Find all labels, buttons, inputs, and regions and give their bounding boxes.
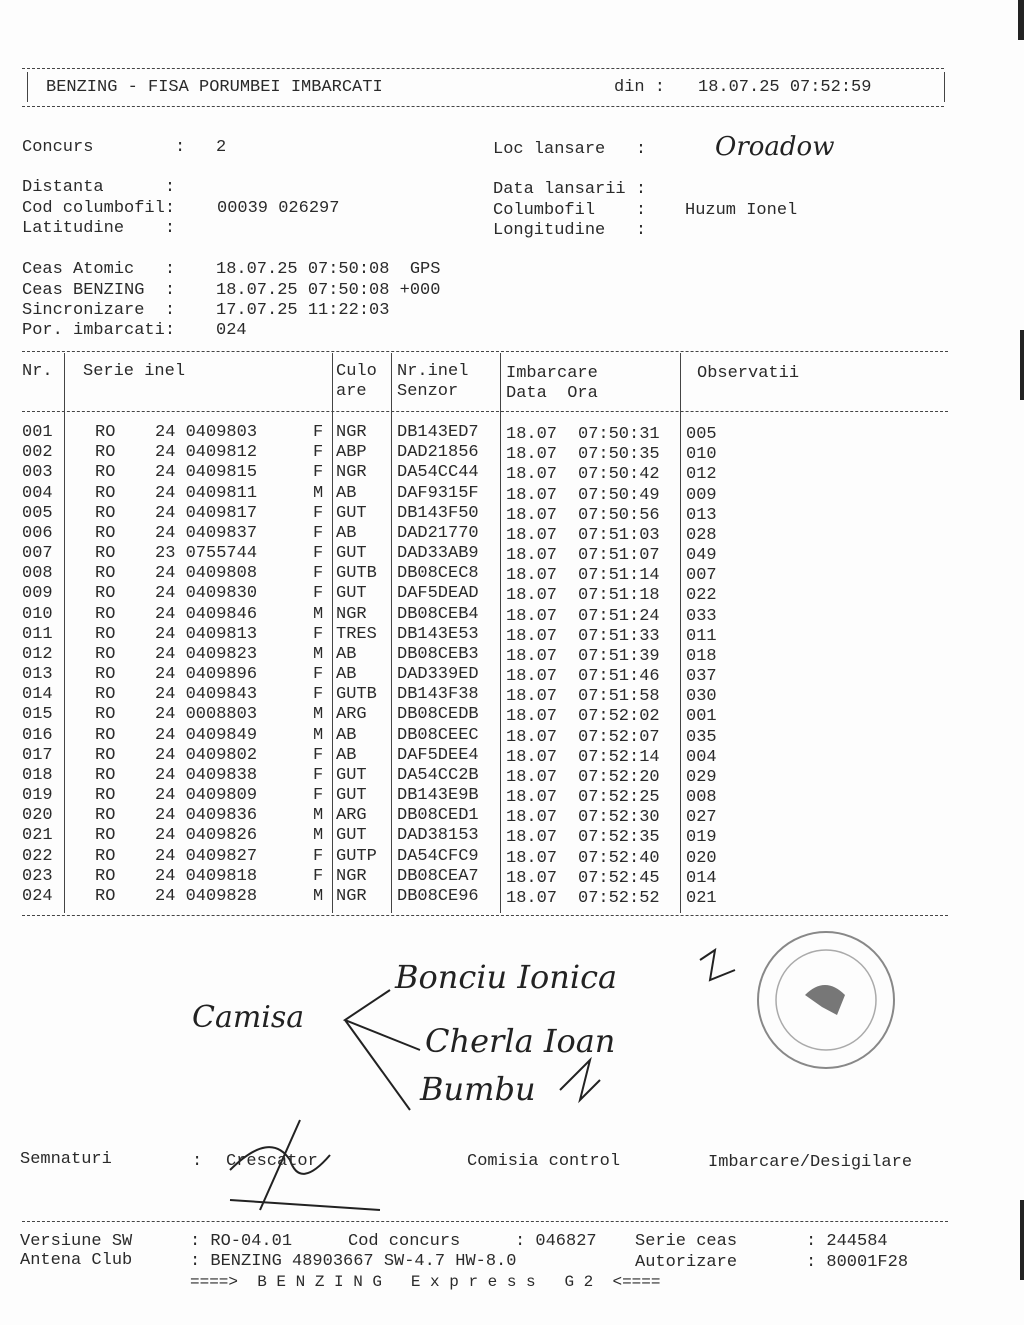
basket-time: 07:51:18 [578,586,660,606]
observation: 001 [686,707,717,727]
sensor-id: DB143F38 [397,685,479,705]
sensor-id: DA54CC2B [397,765,479,785]
basket-date: 18.07 [506,445,558,465]
ring-country: RO [95,503,116,523]
ring-country: RO [95,826,116,846]
divider [22,411,948,412]
row-nr: 019 [22,786,53,806]
benzing-brand-line: ====> B E N Z I N G E x p r e s s G 2 <==== [190,1273,661,1291]
observation: 007 [686,566,717,586]
ring-country: RO [95,745,116,765]
por-imbarcati-label: Por. imbarcati: [22,321,176,340]
basket-date: 18.07 [506,707,558,727]
column-line [500,353,501,913]
basket-time: 07:52:52 [578,888,660,908]
divider [22,68,944,69]
cod-columbofil-value: 00039 026297 [217,199,340,218]
ring-serial: 24 0409817 [155,503,258,523]
loc-lansare-handwritten: Oroadow [715,132,835,162]
basket-date: 18.07 [506,868,558,888]
sex: M [313,705,324,725]
sensor-id: DAD21856 [397,443,479,463]
versiune-label: Versiune SW [20,1232,133,1251]
basket-time: 07:50:42 [578,465,660,485]
columbofil-value: Huzum Ionel [685,201,798,220]
ring-country: RO [95,423,116,442]
row-nr: 020 [22,806,53,826]
basket-date: 18.07 [506,767,558,787]
columbofil-label: Columbofil : [493,201,647,220]
col-culoare: Culo [336,362,377,381]
print-datetime: 18.07.25 07:52:59 [698,78,872,97]
ring-serial: 24 0409849 [155,725,258,745]
basket-time: 07:50:35 [578,445,660,465]
sensor-id: DB08CEEC [397,725,479,745]
basket-date: 18.07 [506,606,558,626]
sex: F [313,503,324,523]
col-data-ora: Data Ora [506,384,598,403]
column-line [332,353,333,913]
color: ARG [336,705,367,725]
ring-serial: 24 0409846 [155,604,258,624]
ring-country: RO [95,604,116,624]
col-observatii: Observatii [697,364,800,383]
sensor-id: DAF5DEAD [397,584,479,604]
ring-country: RO [95,463,116,483]
basket-date: 18.07 [506,566,558,586]
row-nr: 022 [22,846,53,866]
observation: 019 [686,828,717,848]
ring-serial: 24 0409811 [155,483,258,503]
handwritten-comisia: Camisa [192,1000,305,1035]
color: ABP [336,443,367,463]
sensor-id: DB08CEB3 [397,644,479,664]
sensor-id: DAD21770 [397,523,479,543]
cod-concurs-value: : 046827 [515,1232,597,1251]
basket-date: 18.07 [506,505,558,525]
semnaturi-colon: : [192,1152,203,1171]
sex: M [313,644,324,664]
ring-country: RO [95,886,116,906]
semnaturi-label: Semnaturi [20,1150,112,1169]
color: TRES [336,624,377,644]
row-nr: 017 [22,745,53,765]
sensor-id: DB143F50 [397,503,479,523]
basket-date: 18.07 [506,828,558,848]
concurs-value: 2 [216,138,227,157]
sex: F [313,866,324,886]
basket-date: 18.07 [506,646,558,666]
basket-date: 18.07 [506,687,558,707]
ring-country: RO [95,786,116,806]
divider [22,1221,948,1222]
row-nr: 024 [22,886,53,906]
ring-country: RO [95,866,116,886]
ring-country: RO [95,523,116,543]
ring-country: RO [95,665,116,685]
observation: 012 [686,465,717,485]
sex: F [313,584,324,604]
basket-time: 07:52:40 [578,848,660,868]
ring-serial: 24 0409803 [155,423,258,442]
ring-serial: 24 0409843 [155,685,258,705]
latitudine-label: Latitudine : [22,219,176,238]
basket-time: 07:51:58 [578,687,660,707]
sex: F [313,523,324,543]
bracket-stroke [345,990,420,1110]
ceas-benzing-label: Ceas BENZING : [22,281,176,300]
ceas-atomic-label: Ceas Atomic : [22,260,176,279]
column-line [391,353,392,913]
ring-country: RO [95,624,116,644]
ring-country: RO [95,564,116,584]
sex: F [313,846,324,866]
sex: F [313,423,324,442]
ring-country: RO [95,846,116,866]
basket-date: 18.07 [506,808,558,828]
row-nr: 004 [22,483,53,503]
color: GUT [336,786,367,806]
handwritten-name-1: Bonciu Ionica [395,958,618,996]
color: GUTB [336,685,377,705]
ring-serial: 24 0409896 [155,665,258,685]
basket-time: 07:51:33 [578,626,660,646]
sensor-id: DAF5DEE4 [397,745,479,765]
sex: F [313,745,324,765]
signature-stroke [230,1060,600,1210]
basket-time: 07:52:45 [578,868,660,888]
row-nr: 014 [22,685,53,705]
ring-serial: 23 0755744 [155,544,258,564]
sex: F [313,685,324,705]
color: GUT [336,826,367,846]
sex: F [313,624,324,644]
observation: 033 [686,606,717,626]
longitudine-label: Longitudine : [493,221,647,240]
ring-serial: 24 0409812 [155,443,258,463]
cod-columbofil-label: Cod columbofil: [22,199,176,218]
observation: 013 [686,505,717,525]
ring-country: RO [95,544,116,564]
ring-country: RO [95,443,116,463]
handwritten-name-3: Bumbu [420,1070,536,1108]
basket-date: 18.07 [506,747,558,767]
ceas-atomic-value: 18.07.25 07:50:08 GPS [216,260,441,279]
observation: 021 [686,888,717,908]
observation: 010 [686,445,717,465]
col-nr: Nr. [22,362,53,381]
row-nr: 023 [22,866,53,886]
row-nr: 012 [22,644,53,664]
color: AB [336,523,357,543]
cod-concurs-label: Cod concurs [348,1232,461,1251]
row-nr: 021 [22,826,53,846]
observation: 030 [686,687,717,707]
color: NGR [336,866,367,886]
basket-date: 18.07 [506,425,558,444]
sex: F [313,665,324,685]
scan-edge [1020,330,1024,400]
ring-serial: 24 0409815 [155,463,258,483]
col-senzor: Senzor [397,382,459,401]
loc-lansare-label: Loc lansare : [493,140,647,159]
sex: F [313,544,324,564]
observation: 049 [686,546,717,566]
sex: M [313,886,324,906]
row-nr: 002 [22,443,53,463]
comisia-control-label: Comisia control [467,1152,621,1171]
color: GUTP [336,846,377,866]
sensor-id: DA54CC44 [397,463,479,483]
data-lansarii-label: Data lansarii : [493,180,647,199]
sex: F [313,786,324,806]
observation: 028 [686,525,717,545]
divider [22,351,948,352]
row-nr: 016 [22,725,53,745]
signature-stroke [700,950,735,980]
sensor-id: DAF9315F [397,483,479,503]
observation: 022 [686,586,717,606]
ring-country: RO [95,725,116,745]
sensor-id: DB143E53 [397,624,479,644]
row-nr: 007 [22,544,53,564]
basket-date: 18.07 [506,485,558,505]
sex: M [313,826,324,846]
col-imbarcare: Imbarcare [506,364,598,383]
observation: 009 [686,485,717,505]
autorizare-value: : 80001F28 [806,1253,909,1272]
divider [22,106,944,107]
serie-ceas-value: : 244584 [806,1232,888,1251]
ring-serial: 24 0409813 [155,624,258,644]
sensor-id: DA54CFC9 [397,846,479,866]
basket-time: 07:51:24 [578,606,660,626]
col-nr-inel: Nr.inel [397,362,469,381]
sensor-id: DB08CE96 [397,886,479,906]
ring-serial: 24 0409830 [155,584,258,604]
basket-date: 18.07 [506,626,558,646]
observation: 005 [686,425,717,444]
ring-serial: 24 0409802 [155,745,258,765]
observation: 037 [686,667,717,687]
sincronizare-value: 17.07.25 11:22:03 [216,301,390,320]
row-nr: 011 [22,624,53,644]
sensor-id: DB08CEB4 [397,604,479,624]
row-nr: 005 [22,503,53,523]
ring-serial: 24 0409823 [155,644,258,664]
sex: F [313,765,324,785]
sensor-id: DB08CEDB [397,705,479,725]
column-line [64,353,65,913]
basket-date: 18.07 [506,888,558,908]
sex: M [313,806,324,826]
basket-time: 07:52:20 [578,767,660,787]
col-serie-inel: Serie inel [83,362,186,381]
ring-serial: 24 0409837 [155,523,258,543]
sensor-id: DB143ED7 [397,423,479,442]
basket-time: 07:52:30 [578,808,660,828]
ring-country: RO [95,644,116,664]
observation: 004 [686,747,717,767]
sincronizare-label: Sincronizare : [22,301,176,320]
sex: M [313,725,324,745]
handwritten-name-2: Cherla Ioan [425,1022,616,1060]
basket-date: 18.07 [506,727,558,747]
sensor-id: DB08CEC8 [397,564,479,584]
basket-time: 07:51:03 [578,525,660,545]
color: GUT [336,765,367,785]
sex: F [313,463,324,483]
ring-serial: 24 0409808 [155,564,258,584]
basket-time: 07:52:07 [578,727,660,747]
basket-date: 18.07 [506,586,558,606]
basket-date: 18.07 [506,667,558,687]
observation: 018 [686,646,717,666]
ring-serial: 24 0008803 [155,705,258,725]
basket-time: 07:51:39 [578,646,660,666]
color: ARG [336,806,367,826]
color: GUT [336,584,367,604]
basket-time: 07:52:02 [578,707,660,727]
ring-serial: 24 0409809 [155,786,258,806]
sensor-id: DB08CEA7 [397,866,479,886]
scan-edge [1018,0,1024,40]
col-culoare-2: are [336,382,367,401]
ring-country: RO [95,584,116,604]
row-nr: 009 [22,584,53,604]
color: NGR [336,604,367,624]
basket-time: 07:50:31 [578,425,660,444]
document-title: BENZING - FISA PORUMBEI IMBARCATI [46,78,383,97]
basket-date: 18.07 [506,465,558,485]
ring-serial: 24 0409818 [155,866,258,886]
row-nr: 001 [22,423,53,442]
sex: M [313,604,324,624]
color: GUTB [336,564,377,584]
sensor-id: DAD339ED [397,665,479,685]
color: AB [336,665,357,685]
basket-date: 18.07 [506,546,558,566]
basket-time: 07:51:14 [578,566,660,586]
basket-time: 07:52:25 [578,788,660,808]
observation: 011 [686,626,717,646]
ring-serial: 24 0409828 [155,886,258,906]
sensor-id: DB08CED1 [397,806,479,826]
row-nr: 018 [22,765,53,785]
versiune-value: : RO-04.01 [190,1232,293,1251]
antena-club-label: Antena Club [20,1251,133,1270]
basket-date: 18.07 [506,788,558,808]
color: AB [336,745,357,765]
sex: F [313,564,324,584]
color: NGR [336,463,367,483]
sensor-id: DAD33AB9 [397,544,479,564]
basket-time: 07:51:07 [578,546,660,566]
row-nr: 013 [22,665,53,685]
ring-country: RO [95,483,116,503]
sex: F [313,443,324,463]
ring-serial: 24 0409838 [155,765,258,785]
basket-time: 07:50:49 [578,485,660,505]
basket-date: 18.07 [506,848,558,868]
sensor-id: DAD38153 [397,826,479,846]
basket-date: 18.07 [506,525,558,545]
color: AB [336,644,357,664]
ring-serial: 24 0409827 [155,846,258,866]
color: GUT [336,503,367,523]
ring-country: RO [95,765,116,785]
ring-country: RO [95,685,116,705]
crescator-label: Crescator [226,1152,318,1171]
observation: 014 [686,868,717,888]
row-nr: 015 [22,705,53,725]
divider [944,72,945,102]
observation: 035 [686,727,717,747]
column-line [680,353,681,913]
color: NGR [336,423,367,442]
observation: 029 [686,767,717,787]
basket-time: 07:52:14 [578,747,660,767]
ring-serial: 24 0409836 [155,806,258,826]
color: AB [336,725,357,745]
row-nr: 008 [22,564,53,584]
color: AB [336,483,357,503]
basket-time: 07:51:46 [578,667,660,687]
basket-time: 07:52:35 [578,828,660,848]
distanta-label: Distanta : [22,178,176,197]
imbarcare-desigilare-label: Imbarcare/Desigilare [708,1153,913,1172]
ring-country: RO [95,705,116,725]
autorizare-label: Autorizare [635,1253,738,1272]
ring-country: RO [95,806,116,826]
sensor-id: DB143E9B [397,786,479,806]
sex: M [313,483,324,503]
divider [27,72,28,102]
por-imbarcati-value: 024 [216,321,247,340]
row-nr: 010 [22,604,53,624]
row-nr: 003 [22,463,53,483]
antena-club-value: : BENZING 48903667 SW-4.7 HW-8.0 [190,1252,517,1271]
color: GUT [336,544,367,564]
basket-time: 07:50:56 [578,505,660,525]
observation: 027 [686,808,717,828]
din-label: din : [614,78,666,97]
ring-serial: 24 0409826 [155,826,258,846]
observation: 008 [686,788,717,808]
row-nr: 006 [22,523,53,543]
concurs-label: Concurs : [22,138,186,157]
ceas-benzing-value: 18.07.25 07:50:08 +000 [216,281,441,300]
color: NGR [336,886,367,906]
observation: 020 [686,848,717,868]
serie-ceas-label: Serie ceas [635,1232,738,1251]
